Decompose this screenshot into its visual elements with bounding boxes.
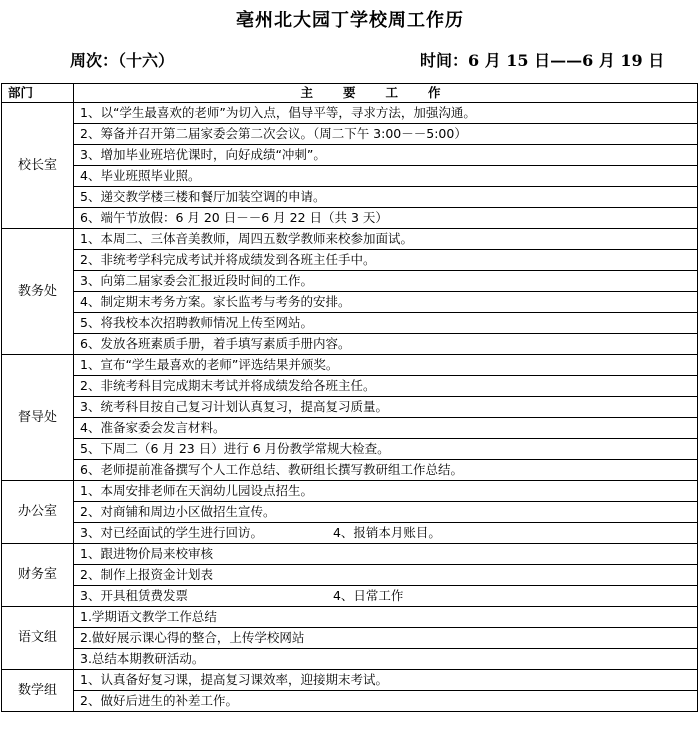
task-item: 2、制作上报资金计划表 (74, 565, 698, 586)
table-row (2, 124, 698, 145)
table-row (2, 523, 698, 544)
task-item: 1、本周安排老师在天润幼儿园设点招生。 (74, 481, 698, 502)
task-item (74, 523, 698, 544)
task-item: 4、毕业班照毕业照。 (74, 166, 698, 187)
task-item: 2、对商铺和周边小区做招生宣传。 (74, 502, 698, 523)
table-row (2, 166, 698, 187)
task-item: 2、筹备并召开第二届家委会第二次会议。（周二下午 3:00－－5:00） (74, 124, 698, 145)
header-main: 主要工作 (74, 84, 698, 103)
dept-principal-office: 校长室 (2, 103, 74, 229)
table-row (2, 481, 698, 502)
dept-chinese-group: 语文组 (2, 607, 74, 670)
table-row (2, 607, 698, 628)
table-row (2, 103, 698, 124)
table-row (2, 292, 698, 313)
dept-finance: 财务室 (2, 544, 74, 607)
task-item: 1.学期语文教学工作总结 (74, 607, 698, 628)
task-item: 1、以“学生最喜欢的老师”为切入点，倡导平等，寻求方法，加强沟通。 (74, 103, 698, 124)
table-row (2, 250, 698, 271)
table-row (2, 145, 698, 166)
table-row (2, 649, 698, 670)
dept-math-group: 数学组 (2, 670, 74, 712)
task-item: 1、宣布“学生最喜欢的老师”评选结果并颁奖。 (74, 355, 698, 376)
table-row (2, 628, 698, 649)
table-row (2, 187, 698, 208)
table-row (2, 271, 698, 292)
task-item: 4、制定期末考务方案。家长监考与考务的安排。 (74, 292, 698, 313)
weekly-plan-table (1, 83, 698, 712)
table-row (2, 502, 698, 523)
task-item: 6、端午节放假：6 月 20 日－－6 月 22 日（共 3 天） (74, 208, 698, 229)
dept-academic-affairs: 教务处 (2, 229, 74, 355)
task-item: 5、下周二（6 月 23 日）进行 6 月份教学常规大检查。 (74, 439, 698, 460)
table-row (2, 397, 698, 418)
table-row (2, 670, 698, 691)
table-row (2, 460, 698, 481)
table-row (2, 334, 698, 355)
table-row (2, 544, 698, 565)
task-item: 1、跟进物价局来校审核 (74, 544, 698, 565)
table-row (2, 439, 698, 460)
table-row (2, 691, 698, 712)
table-row (2, 376, 698, 397)
table-row (2, 208, 698, 229)
task-item: 3、统考科目按自己复习计划认真复习，提高复习质量。 (74, 397, 698, 418)
task-item (74, 586, 698, 607)
task-item-right: 4、报销本月账目。 (332, 525, 441, 540)
task-item: 6、发放各班素质手册，着手填写素质手册内容。 (74, 334, 698, 355)
table-row (2, 586, 698, 607)
task-item: 2、做好后进生的补差工作。 (74, 691, 698, 712)
task-item: 3、增加毕业班培优课时，向好成绩“冲刺”。 (74, 145, 698, 166)
task-item: 3、向第二届家委会汇报近段时间的工作。 (74, 271, 698, 292)
task-item-left: 3、开具租赁费发票 (80, 588, 188, 603)
task-item-left: 3、对已经面试的学生进行回访。 (80, 525, 263, 540)
task-item: 1、本周二、三体音美教师，周四五数学教师来校参加面试。 (74, 229, 698, 250)
task-item-right: 4、日常工作 (332, 588, 404, 603)
task-item: 1、认真备好复习课，提高复习课效率，迎接期末考试。 (74, 670, 698, 691)
week-number: 周次：（十六） (70, 51, 175, 70)
table-row (2, 355, 698, 376)
table-row (2, 229, 698, 250)
task-item: 2、非统考科目完成期末考试并将成绩发给各班主任。 (74, 376, 698, 397)
table-row (2, 313, 698, 334)
dept-supervision: 督导处 (2, 355, 74, 481)
table-header-row (2, 84, 698, 103)
table-row (2, 418, 698, 439)
task-item: 3.总结本期教研活动。 (74, 649, 698, 670)
task-item: 2.做好展示课心得的整合，上传学校网站 (74, 628, 698, 649)
task-item: 4、准备家委会发言材料。 (74, 418, 698, 439)
header-dept: 部门 (2, 84, 74, 103)
date-range: 时间：6 月 15 日——6 月 19 日 (420, 51, 665, 70)
task-item: 5、递交教学楼三楼和餐厅加装空调的申请。 (74, 187, 698, 208)
dept-general-office: 办公室 (2, 481, 74, 544)
task-item: 2、非统考学科完成考试并将成绩发到各班主任手中。 (74, 250, 698, 271)
task-item: 6、老师提前准备撰写个人工作总结、教研组长撰写教研组工作总结。 (74, 460, 698, 481)
document-title: 亳州北大园丁学校周工作历 (236, 10, 464, 31)
table-row (2, 565, 698, 586)
task-item: 5、将我校本次招聘教师情况上传至网站。 (74, 313, 698, 334)
